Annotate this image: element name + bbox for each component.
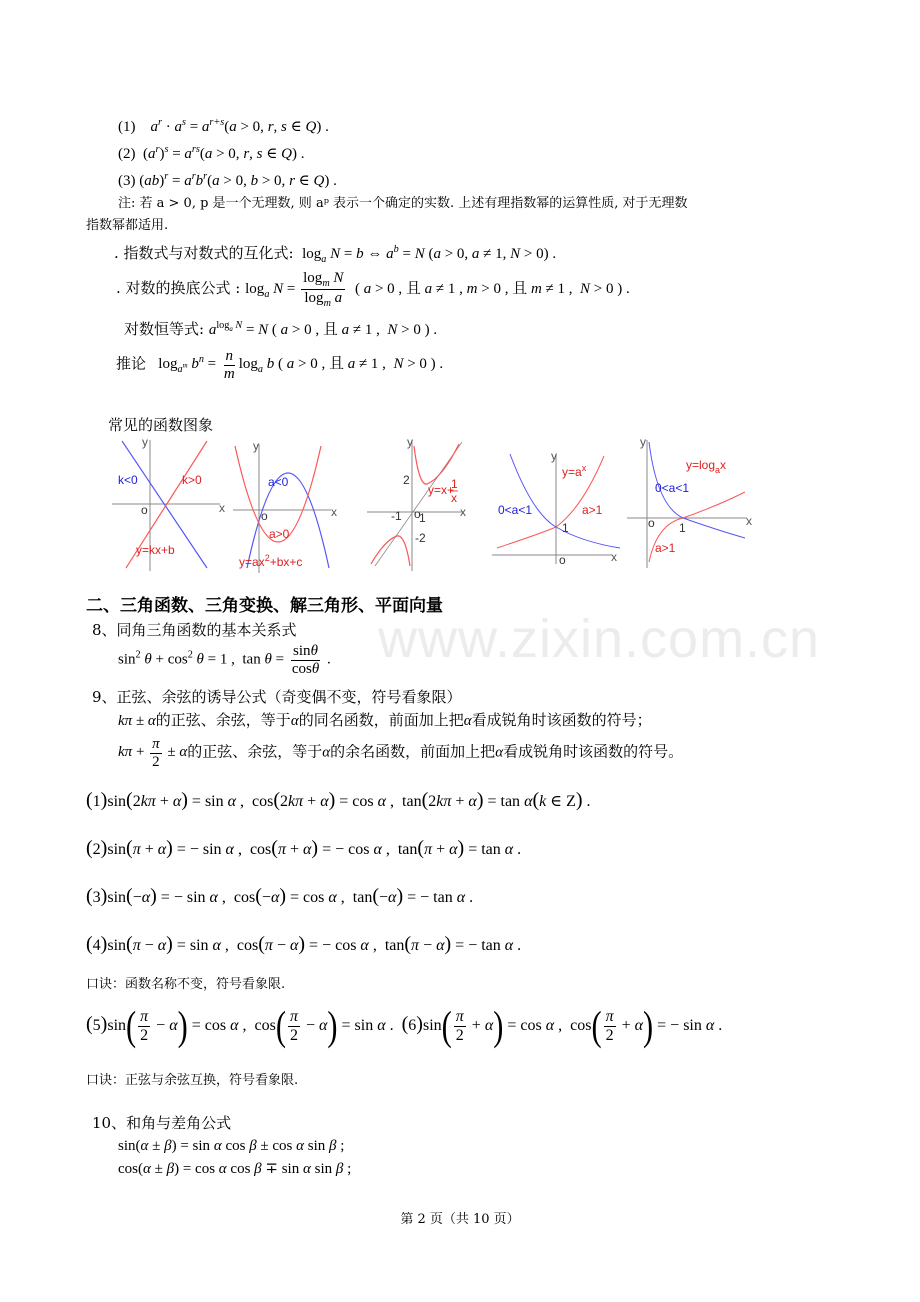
- mnemonic-2: 口诀：正弦与余弦互换，符号看象限.: [86, 1073, 299, 1088]
- hook-equation: y=x+: [428, 483, 455, 497]
- page-footer: 第 2 页（共 10 页）: [400, 1212, 520, 1227]
- log-corollary: 推论 $\log_{a^m} b^n$ = $\frac{n}{m}$ $\log_a b$ ( a > 0 , 且 a ≠ 1 , N > 0 ) .: [116, 348, 444, 382]
- label: 对数恒等式:: [124, 320, 205, 338]
- induction-formula-4: (4)sin(π − α) = sin α , cos(π − α) = − cos α , tan(π − α) = − tan α .: [86, 933, 522, 955]
- logarithmic-function-graph: [627, 434, 757, 569]
- label: . 对数的换底公式 :: [116, 279, 241, 298]
- x-axis-label: x: [611, 550, 617, 564]
- x-axis-label: x: [331, 505, 337, 519]
- origin-label: o: [559, 553, 566, 567]
- exp-rule-3: (3) $(ab)^r = a^rb^r(a > 0$, b > 0, r ∈ Q) .: [118, 171, 337, 189]
- a-positive-label: a>0: [269, 527, 290, 541]
- logarithm-equation: $y=\log_ax$: [686, 458, 727, 475]
- quadratic-function-graph: [233, 438, 343, 573]
- hook-frac-den: x: [451, 491, 457, 505]
- induction-rule-same-name: kπ ± α的正弦、余弦，等于α的同名函数，前面加上把α看成锐角时该函数的符号；: [118, 711, 652, 729]
- rule-number: (3): [118, 173, 136, 189]
- watermark: www.zixin.com.cn: [378, 609, 821, 669]
- exp-note: 注: 若 a > 0, p 是一个无理数, 则 aᵖ 表示一个确定的实数. 上述有理指数幂的运算性质, 对于无理数: [118, 196, 688, 211]
- exponential-equation: $y=a^x$: [562, 463, 587, 479]
- base-greater-than-one-label: a>1: [582, 503, 603, 517]
- exponential-function-graph: [492, 448, 622, 566]
- label: . 指数式与对数式的互化式:: [114, 244, 294, 262]
- induction-formula-3: (3)sin(−α) = − sin α , cos(−α) = cos α , tan(−α) = − tan α .: [86, 885, 474, 907]
- tick-minus-1: -1: [391, 509, 402, 523]
- log-interconversion: . 指数式与对数式的互化式: $\log_a N = b$ ⇔ $a^b = N$ (a > 0, a ≠ 1, N > 0) .: [114, 244, 557, 265]
- quadratic-equation: $y=ax^2+bx+c$: [239, 553, 303, 569]
- graphs-title: 常见的函数图象: [108, 416, 214, 434]
- linear-equation: y=kx+b: [136, 543, 175, 557]
- induction-formula-1: (1)sin(2kπ + α) = sin α , cos(2kπ + α) = cos α , tan(2kπ + α) = tan α(k ∈ Z) .: [86, 789, 591, 811]
- tick-2: 2: [403, 473, 410, 487]
- hook-frac-num: 1: [451, 477, 458, 491]
- y-axis-label: y: [640, 435, 646, 449]
- sum-difference-sin: sin(α ± β) = sin α cos β ± cos α sin β ;: [118, 1138, 345, 1154]
- x-axis-label: x: [746, 514, 752, 528]
- rule-number: (1): [118, 119, 136, 135]
- k-positive-label: k>0: [182, 473, 202, 487]
- y-axis-label: y: [407, 435, 413, 449]
- x-axis-label: x: [219, 501, 225, 515]
- base-greater-than-one-label: a>1: [655, 541, 676, 555]
- item-10-title: 10、和角与差角公式: [92, 1114, 232, 1132]
- exp-rule-1: (1) $a^r \cdot a^s = a^{r+s}(a > 0$, r, s ∈ Q) .: [118, 117, 329, 135]
- y-axis-label: y: [142, 435, 148, 449]
- tick-minus-2: -2: [415, 531, 426, 545]
- exp-note-cont: 指数幂都适用.: [86, 218, 169, 233]
- induction-formula-5-6: (5)sin( $\frac{\pi}{2}$ − α) = cos α , cos( $\frac{\pi}{2}$ − α) = sin α . (6)sin( $\frac{\pi}{2}$ + α) = cos α , cos( $\frac{\pi}{2}$ + α) = − sin α .: [86, 1002, 723, 1049]
- rule-number: (2): [118, 146, 136, 162]
- induction-formula-2: (2)sin(π + α) = − sin α , cos(π + α) = − cos α , tan(π + α) = tan α .: [86, 837, 522, 859]
- x-axis-label: x: [460, 505, 466, 519]
- origin-label: o: [141, 503, 148, 517]
- base-less-than-one-label: 0<a<1: [655, 481, 690, 495]
- item-8-title: 8、同角三角函数的基本关系式: [92, 621, 297, 639]
- a-negative-label: a<0: [268, 475, 289, 489]
- hook-function-graph: [367, 436, 472, 571]
- label: 推论: [116, 354, 147, 373]
- mnemonic-1: 口诀：函数名称不变，符号看象限.: [86, 977, 286, 992]
- exp-rule-2: (2) $(a^r)^s = a^{rs}(a > 0$, r, s ∈ Q) .: [118, 144, 305, 162]
- y-axis-label: y: [551, 449, 557, 463]
- log-identity: 对数恒等式: $a^{log_a N} = N$ ( a > 0 , 且 a ≠ 1 , N > 0 ) .: [124, 320, 438, 338]
- base-less-than-one-label: 0<a<1: [498, 503, 533, 517]
- pythagorean-identity: $\sin^2 \theta + \cos^2 \theta = 1$ , tan θ = $\frac{\sin\theta}{\cos\theta}$ .: [118, 643, 331, 677]
- induction-rule-co-name: kπ + $\frac{\pi}{2}$ ± α的正弦、余弦，等于α的余名函数，前面加上把α看成锐角时该函数的符号。: [118, 736, 684, 770]
- origin-label: o: [648, 516, 655, 530]
- sum-difference-cos: cos(α ± β) = cos α cos β ∓ sin α sin β ;: [118, 1161, 352, 1177]
- section-heading: 二、三角函数、三角变换、解三角形、平面向量: [86, 596, 443, 616]
- linear-function-graph: [112, 436, 227, 571]
- intercept-one-label: 1: [679, 521, 686, 535]
- log-change-of-base: . 对数的换底公式 : $\log_a N$ = $\frac{\log_m N}{\log_m a}$ ( a > 0 , 且 a ≠ 1 , m > 0 , 且 m ≠ 1 , N > 0 ) .: [116, 270, 630, 310]
- item-9-title: 9、正弦、余弦的诱导公式（奇变偶不变，符号看象限）: [92, 688, 462, 706]
- origin-label: o: [414, 507, 421, 521]
- y-axis-label: y: [253, 439, 259, 453]
- intercept-one-label: 1: [562, 521, 569, 535]
- k-negative-label: k<0: [118, 473, 138, 487]
- origin-label: o: [261, 509, 268, 523]
- tick-1: 1: [419, 511, 426, 525]
